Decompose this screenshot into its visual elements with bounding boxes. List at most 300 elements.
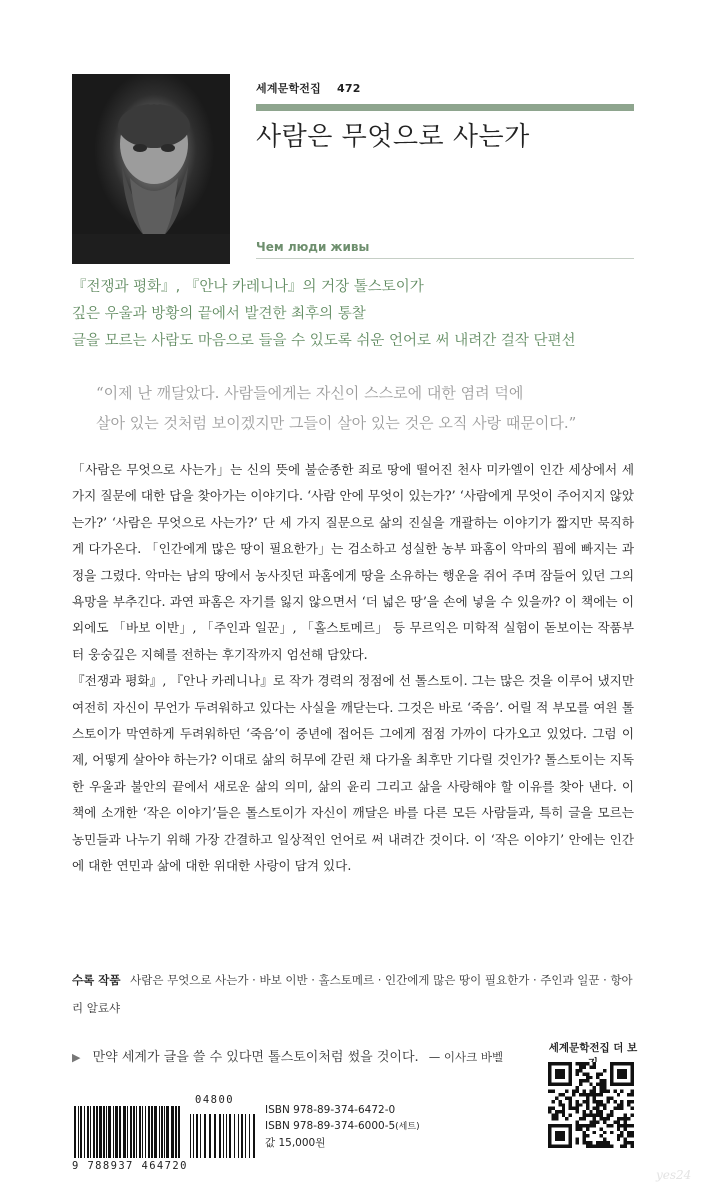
- qr-module: [617, 1103, 620, 1106]
- qr-module: [555, 1096, 558, 1099]
- qr-module: [606, 1100, 609, 1103]
- qr-module: [600, 1114, 603, 1117]
- qr-module: [572, 1090, 575, 1093]
- tagline-line: 깊은 우울과 방황의 끝에서 발견한 최후의 통찰: [72, 306, 366, 322]
- barcode-bar: [93, 1106, 95, 1158]
- qr-module: [586, 1127, 589, 1130]
- qr-module: [582, 1110, 585, 1113]
- qr-module: [576, 1107, 579, 1110]
- qr-module: [582, 1062, 585, 1065]
- qr-module: [617, 1107, 620, 1110]
- qr-finder: [548, 1083, 572, 1086]
- qr-module: [582, 1131, 585, 1134]
- barcode-bar: [159, 1106, 160, 1158]
- tagline-line: 글을 모르는 사람도 마음으로 들을 수 있도록 쉬운 언어로 써 내려간 걸작 단편선: [72, 333, 576, 349]
- qr-module: [627, 1100, 630, 1103]
- qr-module: [593, 1090, 596, 1093]
- qr-module: [600, 1079, 603, 1082]
- qr-module: [579, 1093, 582, 1096]
- barcode-bar: [142, 1106, 143, 1158]
- qr-module: [627, 1124, 630, 1127]
- qr-module: [600, 1090, 603, 1093]
- barcode-bar: [90, 1106, 91, 1158]
- qr-module: [555, 1110, 558, 1113]
- qr-module: [600, 1110, 603, 1113]
- qr-module: [631, 1100, 634, 1103]
- qr-module: [586, 1107, 589, 1110]
- qr-module: [610, 1110, 613, 1113]
- qr-module: [613, 1120, 616, 1123]
- barcode-addon-bar: [193, 1114, 194, 1158]
- barcode-bar: [74, 1106, 76, 1158]
- qr-module: [593, 1124, 596, 1127]
- barcode-addon-bar: [200, 1114, 201, 1158]
- barcode-bar: [113, 1106, 114, 1158]
- qr-module: [624, 1127, 627, 1130]
- qr-module: [627, 1093, 630, 1096]
- qr-module: [582, 1079, 585, 1082]
- praise-quote: [72, 1046, 542, 1065]
- qr-module: [631, 1131, 634, 1134]
- barcode-bar: [139, 1106, 141, 1158]
- qr-module: [555, 1114, 558, 1117]
- barcode-addon-bar: [196, 1114, 198, 1158]
- qr-module: [627, 1103, 630, 1106]
- description-paragraph: 「사람은 무엇으로 사는가」는 신의 뜻에 불순종한 죄로 땅에 떨어진 천사 미카엘이 인간 세상에서 세 가지 질문에 대한 답을 찾아가는 이야기다. ‘사람 안에 무엇이 있는가?’ ‘사람에게 무엇이 주어지지 않았는가?’ ‘사람은 무엇으로 사는가?’ 단 세 가지 질문으로 삶의 진실을 개괄하는 이야기가 짧지만 묵직하게 다가온다. 「인간에게 많은 땅이 필요한가」는 검소하고 성실한 농부 파홈이 악마의 꾐에 빠지는 과정을 그렸다. 악마는 남의 땅에서 농사짓던 파홈에게 땅을 소유하는 행운을 쥐어 주며 잠들어 있던 그의 욕망을 부추긴다. 과연 파홈은 자기를 잃지 않으면서 ‘더 넓은 땅’을 손에 넣을 수 있을까? 이 책에는 이외에도 「바보 이반」, 「주인과 일꾼」, 「홀스토메르」 등 무르익은 미학적 실험이 돋보이는 작품부터 웅숭깊은 지혜를 전하는 후기작까지 엄선해 담았다.: [72, 462, 634, 662]
- qr-module: [579, 1124, 582, 1127]
- qr-module: [617, 1127, 620, 1130]
- qr-module: [620, 1103, 623, 1106]
- qr-module: [586, 1124, 589, 1127]
- qr-module: [579, 1069, 582, 1072]
- tagline: [72, 274, 652, 355]
- barcode-addon-bar: [214, 1114, 216, 1158]
- qr-module: [589, 1141, 592, 1144]
- qr-finder: [548, 1145, 572, 1148]
- qr-module: [593, 1117, 596, 1120]
- qr-module: [579, 1079, 582, 1082]
- qr-module: [617, 1124, 620, 1127]
- qr-module: [610, 1131, 613, 1134]
- qr-module: [589, 1076, 592, 1079]
- book-title: 사람은 무엇으로 사는가: [256, 122, 530, 152]
- qr-module: [631, 1114, 634, 1117]
- qr-module: [569, 1103, 572, 1106]
- qr-module: [582, 1100, 585, 1103]
- qr-module: [600, 1127, 603, 1130]
- barcode-bar: [103, 1106, 105, 1158]
- original-title: Чем люди живы: [256, 240, 370, 254]
- qr-module: [558, 1110, 561, 1113]
- qr-module: [606, 1117, 609, 1120]
- qr-module: [551, 1100, 554, 1103]
- qr-module: [617, 1120, 620, 1123]
- qr-finder: [610, 1062, 634, 1065]
- watermark: yes24: [656, 1168, 692, 1182]
- qr-finder: [610, 1062, 613, 1086]
- qr-module: [589, 1120, 592, 1123]
- barcode-bar: [148, 1106, 150, 1158]
- barcode-bar: [108, 1106, 111, 1158]
- qr-module: [586, 1093, 589, 1096]
- qr-module: [576, 1069, 579, 1072]
- barcode-addon-bar: [229, 1114, 231, 1158]
- qr-module: [579, 1062, 582, 1065]
- barcode-bar: [164, 1106, 165, 1158]
- qr-module: [569, 1100, 572, 1103]
- barcode-bar: [175, 1106, 177, 1158]
- qr-module: [606, 1090, 609, 1093]
- qr-code[interactable]: [548, 1062, 634, 1148]
- qr-module: [572, 1093, 575, 1096]
- barcode-bar: [171, 1106, 174, 1158]
- barcode-addon-bar: [253, 1114, 255, 1158]
- qr-module: [569, 1107, 572, 1110]
- qr-module: [610, 1124, 613, 1127]
- qr-module: [579, 1065, 582, 1068]
- qr-module: [551, 1114, 554, 1117]
- barcode-bar: [96, 1106, 98, 1158]
- subtitle-rule: [256, 258, 634, 259]
- qr-module: [589, 1110, 592, 1113]
- contents-label: 수록 작품: [72, 973, 121, 987]
- qr-module: [582, 1124, 585, 1127]
- qr-module: [624, 1117, 627, 1120]
- qr-module: [586, 1145, 589, 1148]
- qr-module: [586, 1072, 589, 1075]
- qr-module: [600, 1117, 603, 1120]
- qr-finder: [569, 1124, 572, 1148]
- price: 값 15,000원: [265, 1137, 326, 1149]
- qr-module: [576, 1090, 579, 1093]
- qr-module: [617, 1117, 620, 1120]
- qr-module: [624, 1124, 627, 1127]
- barcode-bar: [161, 1106, 163, 1158]
- barcode-bar: [84, 1106, 85, 1158]
- contents-text: 사람은 무엇으로 사는가 · 바보 이반 · 홀스토메르 · 인간에게 많은 땅이 필요한가 · 주인과 일꾼 · 항아리 알료샤: [72, 973, 633, 1015]
- qr-module: [582, 1093, 585, 1096]
- qr-module: [582, 1134, 585, 1137]
- qr-module: [627, 1134, 630, 1137]
- qr-module: [627, 1131, 630, 1134]
- qr-module: [562, 1110, 565, 1113]
- qr-module: [603, 1131, 606, 1134]
- barcode-bar: [78, 1106, 79, 1158]
- qr-module: [551, 1117, 554, 1120]
- qr-module: [593, 1131, 596, 1134]
- qr-module: [586, 1079, 589, 1082]
- qr-module: [589, 1114, 592, 1117]
- qr-module: [631, 1141, 634, 1144]
- isbn-barcode: [72, 1106, 258, 1162]
- qr-module: [603, 1145, 606, 1148]
- qr-module: [627, 1141, 630, 1144]
- barcode-bar: [154, 1106, 157, 1158]
- qr-module: [596, 1100, 599, 1103]
- author-portrait: [72, 74, 230, 264]
- qr-module: [600, 1072, 603, 1075]
- tagline-line: 『전쟁과 평화』, 『안나 카레니나』의 거장 톨스토이가: [72, 279, 424, 295]
- barcode-addon-bar: [245, 1114, 246, 1158]
- qr-module: [579, 1083, 582, 1086]
- qr-module: [596, 1093, 599, 1096]
- barcode-addon-bar: [249, 1114, 250, 1158]
- qr-module: [551, 1090, 554, 1093]
- qr-module: [558, 1103, 561, 1106]
- qr-module: [596, 1103, 599, 1106]
- qr-module: [631, 1124, 634, 1127]
- qr-module: [589, 1065, 592, 1068]
- qr-module: [569, 1096, 572, 1099]
- qr-module: [548, 1090, 551, 1093]
- qr-module: [603, 1079, 606, 1082]
- description: [72, 457, 634, 880]
- qr-module: [606, 1096, 609, 1099]
- qr-finder: [555, 1131, 565, 1141]
- isbn-line-set: [265, 1118, 420, 1135]
- qr-module: [620, 1134, 623, 1137]
- qr-finder: [548, 1124, 551, 1148]
- praise-author: — 이사크 바벨: [428, 1050, 504, 1064]
- qr-module: [600, 1100, 603, 1103]
- barcode-bar: [136, 1106, 137, 1158]
- qr-module: [579, 1127, 582, 1130]
- qr-finder: [617, 1069, 627, 1079]
- qr-module: [620, 1145, 623, 1148]
- qr-module: [613, 1100, 616, 1103]
- qr-finder: [548, 1062, 572, 1065]
- qr-module: [624, 1141, 627, 1144]
- qr-module: [589, 1124, 592, 1127]
- qr-module: [600, 1093, 603, 1096]
- barcode-bar: [106, 1106, 107, 1158]
- qr-module: [596, 1120, 599, 1123]
- qr-module: [603, 1141, 606, 1144]
- quote-line: 살아 있는 것처럼 보이겠지만 그들이 살아 있는 것은 오직 사랑 때문이다.”: [96, 414, 577, 432]
- qr-module: [627, 1117, 630, 1120]
- barcode-number: 9 788937 464720: [72, 1160, 188, 1172]
- qr-module: [576, 1062, 579, 1065]
- qr-module: [582, 1138, 585, 1141]
- barcode-bar: [151, 1106, 153, 1158]
- barcode-bar: [80, 1106, 82, 1158]
- barcode-addon-bar: [241, 1114, 243, 1158]
- qr-module: [603, 1086, 606, 1089]
- qr-module: [606, 1114, 609, 1117]
- qr-module: [606, 1124, 609, 1127]
- qr-module: [562, 1114, 565, 1117]
- qr-module: [603, 1117, 606, 1120]
- qr-module: [624, 1138, 627, 1141]
- quote-line: “이제 난 깨달았다. 사람들에게는 자신이 스스로에 대한 염려 덕에: [96, 384, 524, 402]
- qr-module: [586, 1100, 589, 1103]
- qr-module: [600, 1103, 603, 1106]
- praise-text: 만약 세계가 글을 쓸 수 있다면 톨스토이처럼 썼을 것이다.: [92, 1050, 419, 1065]
- qr-module: [569, 1114, 572, 1117]
- qr-module: [596, 1072, 599, 1075]
- qr-module: [593, 1096, 596, 1099]
- barcode-bar: [119, 1106, 121, 1158]
- qr-module: [600, 1141, 603, 1144]
- qr-module: [586, 1076, 589, 1079]
- qr-module: [586, 1103, 589, 1106]
- qr-module: [603, 1069, 606, 1072]
- qr-finder: [555, 1069, 565, 1079]
- barcode-bar: [178, 1106, 180, 1158]
- qr-module: [576, 1086, 579, 1089]
- qr-module: [617, 1134, 620, 1137]
- barcode-addon-bar: [223, 1114, 224, 1158]
- qr-module: [613, 1090, 616, 1093]
- barcode-bar: [87, 1106, 89, 1158]
- qr-module: [596, 1076, 599, 1079]
- qr-module: [582, 1072, 585, 1075]
- qr-module: [558, 1093, 561, 1096]
- contents-list: [72, 966, 634, 1022]
- qr-module: [593, 1062, 596, 1065]
- qr-finder: [610, 1083, 634, 1086]
- qr-module: [624, 1145, 627, 1148]
- qr-module: [603, 1090, 606, 1093]
- qr-module: [600, 1086, 603, 1089]
- qr-module: [576, 1138, 579, 1141]
- barcode-bar: [166, 1106, 169, 1158]
- qr-module: [620, 1100, 623, 1103]
- barcode-bar: [133, 1106, 135, 1158]
- qr-module: [576, 1072, 579, 1075]
- barcode-addon-bar: [226, 1114, 227, 1158]
- isbn-set-label: (세트): [395, 1122, 420, 1132]
- qr-module: [582, 1090, 585, 1093]
- barcode-addon-bar: [204, 1114, 206, 1158]
- barcode-bar: [99, 1106, 102, 1158]
- qr-module: [624, 1114, 627, 1117]
- qr-module: [576, 1124, 579, 1127]
- qr-module: [548, 1110, 551, 1113]
- qr-module: [631, 1107, 634, 1110]
- qr-module: [558, 1100, 561, 1103]
- qr-module: [589, 1090, 592, 1093]
- barcode-addon-number: 04800: [195, 1094, 235, 1106]
- qr-module: [600, 1134, 603, 1137]
- qr-module: [606, 1145, 609, 1148]
- qr-module: [593, 1100, 596, 1103]
- qr-module: [613, 1107, 616, 1110]
- qr-module: [579, 1103, 582, 1106]
- qr-module: [603, 1138, 606, 1141]
- qr-module: [562, 1093, 565, 1096]
- qr-module: [600, 1083, 603, 1086]
- qr-module: [582, 1065, 585, 1068]
- qr-module: [610, 1114, 613, 1117]
- qr-module: [576, 1120, 579, 1123]
- qr-module: [603, 1103, 606, 1106]
- qr-module: [620, 1107, 623, 1110]
- qr-module: [589, 1083, 592, 1086]
- barcode-addon-bar: [209, 1114, 211, 1158]
- qr-module: [631, 1093, 634, 1096]
- qr-module: [555, 1117, 558, 1120]
- qr-module: [565, 1090, 568, 1093]
- barcode-bar: [145, 1106, 146, 1158]
- qr-module: [600, 1145, 603, 1148]
- qr-module: [586, 1062, 589, 1065]
- pull-quote: [96, 378, 656, 438]
- qr-module: [593, 1114, 596, 1117]
- qr-module: [631, 1145, 634, 1148]
- qr-module: [576, 1127, 579, 1130]
- qr-module: [576, 1103, 579, 1106]
- isbn-line: ISBN 978-89-374-6472-0: [265, 1104, 396, 1116]
- qr-module: [593, 1065, 596, 1068]
- qr-module: [589, 1093, 592, 1096]
- series-name: 세계문학전집: [256, 82, 321, 95]
- qr-module: [603, 1107, 606, 1110]
- qr-module: [562, 1103, 565, 1106]
- qr-module: [582, 1114, 585, 1117]
- qr-module: [579, 1117, 582, 1120]
- qr-module: [593, 1086, 596, 1089]
- qr-module: [617, 1093, 620, 1096]
- qr-module: [620, 1090, 623, 1093]
- qr-module: [582, 1117, 585, 1120]
- qr-finder: [548, 1124, 572, 1127]
- barcode-addon-bar: [234, 1114, 235, 1158]
- qr-module: [586, 1114, 589, 1117]
- qr-module: [576, 1110, 579, 1113]
- title-rule: [256, 104, 634, 111]
- qr-module: [593, 1145, 596, 1148]
- qr-module: [610, 1145, 613, 1148]
- triangle-icon: ▶: [72, 1051, 81, 1064]
- qr-module: [572, 1107, 575, 1110]
- series-number: 472: [337, 82, 361, 95]
- barcode-bar: [123, 1106, 126, 1158]
- qr-module: [596, 1145, 599, 1148]
- series-label: [256, 80, 361, 96]
- isbn-block: [265, 1102, 420, 1151]
- qr-module: [610, 1096, 613, 1099]
- description-paragraph: 『전쟁과 평화』, 『안나 카레니나』로 작가 경력의 정점에 선 톨스토이. 그는 많은 것을 이루어 냈지만 여전히 자신이 무언가 두려워하고 있다는 사실을 깨닫는다. 그것은 바로 ‘죽음’. 어릴 적 부모를 여읜 톨스토이가 막연하게 두려워하던 ‘죽음’이 중년에 접어든 그에게 점점 가까이 다가오고 있었다. 그럼 이제, 어떻게 살아야 하는가? 이대로 삶의 허무에 갇린 채 다가올 최후만 기다릴 것인가? 톨스토이는 지독한 우울과 불안의 끝에서 새로운 삶의 의미, 삶의 윤리 그리고 삶을 사랑해야 할 이유를 찾아 낸다. 이 책에 소개한 ‘작은 이야기’들은 톨스토이가 자신이 깨달은 바를 다른 모든 사람들과, 특히 글을 모르는 농민들과 나누기 위해 가장 간결하고 일상적인 언어로 써 내려간 것이다. 이 ‘작은 이야기’ 안에는 인간에 대한 연민과 삶에 대한 위대한 사랑이 담겨 있다.: [72, 673, 634, 874]
- qr-module: [593, 1120, 596, 1123]
- qr-module: [596, 1141, 599, 1144]
- barcode-addon-bar: [219, 1114, 221, 1158]
- qr-module: [562, 1107, 565, 1110]
- barcode-addon-bar: [190, 1114, 191, 1158]
- qr-finder: [631, 1062, 634, 1086]
- qr-module: [631, 1134, 634, 1137]
- qr-module: [603, 1083, 606, 1086]
- qr-module: [593, 1093, 596, 1096]
- qr-module: [596, 1114, 599, 1117]
- qr-module: [593, 1107, 596, 1110]
- qr-module: [586, 1134, 589, 1137]
- qr-module: [551, 1107, 554, 1110]
- barcode-bar: [130, 1106, 132, 1158]
- isbn-set-number: ISBN 978-89-374-6000-5: [265, 1120, 396, 1132]
- barcode-addon-bar: [238, 1114, 239, 1158]
- qr-module: [620, 1124, 623, 1127]
- qr-module: [576, 1100, 579, 1103]
- qr-module: [565, 1096, 568, 1099]
- qr-module: [624, 1120, 627, 1123]
- qr-module: [586, 1141, 589, 1144]
- qr-module: [596, 1107, 599, 1110]
- qr-module: [589, 1145, 592, 1148]
- qr-module: [620, 1117, 623, 1120]
- more-link[interactable]: 세계문학전집 더 보: [548, 1042, 638, 1054]
- qr-module: [565, 1117, 568, 1120]
